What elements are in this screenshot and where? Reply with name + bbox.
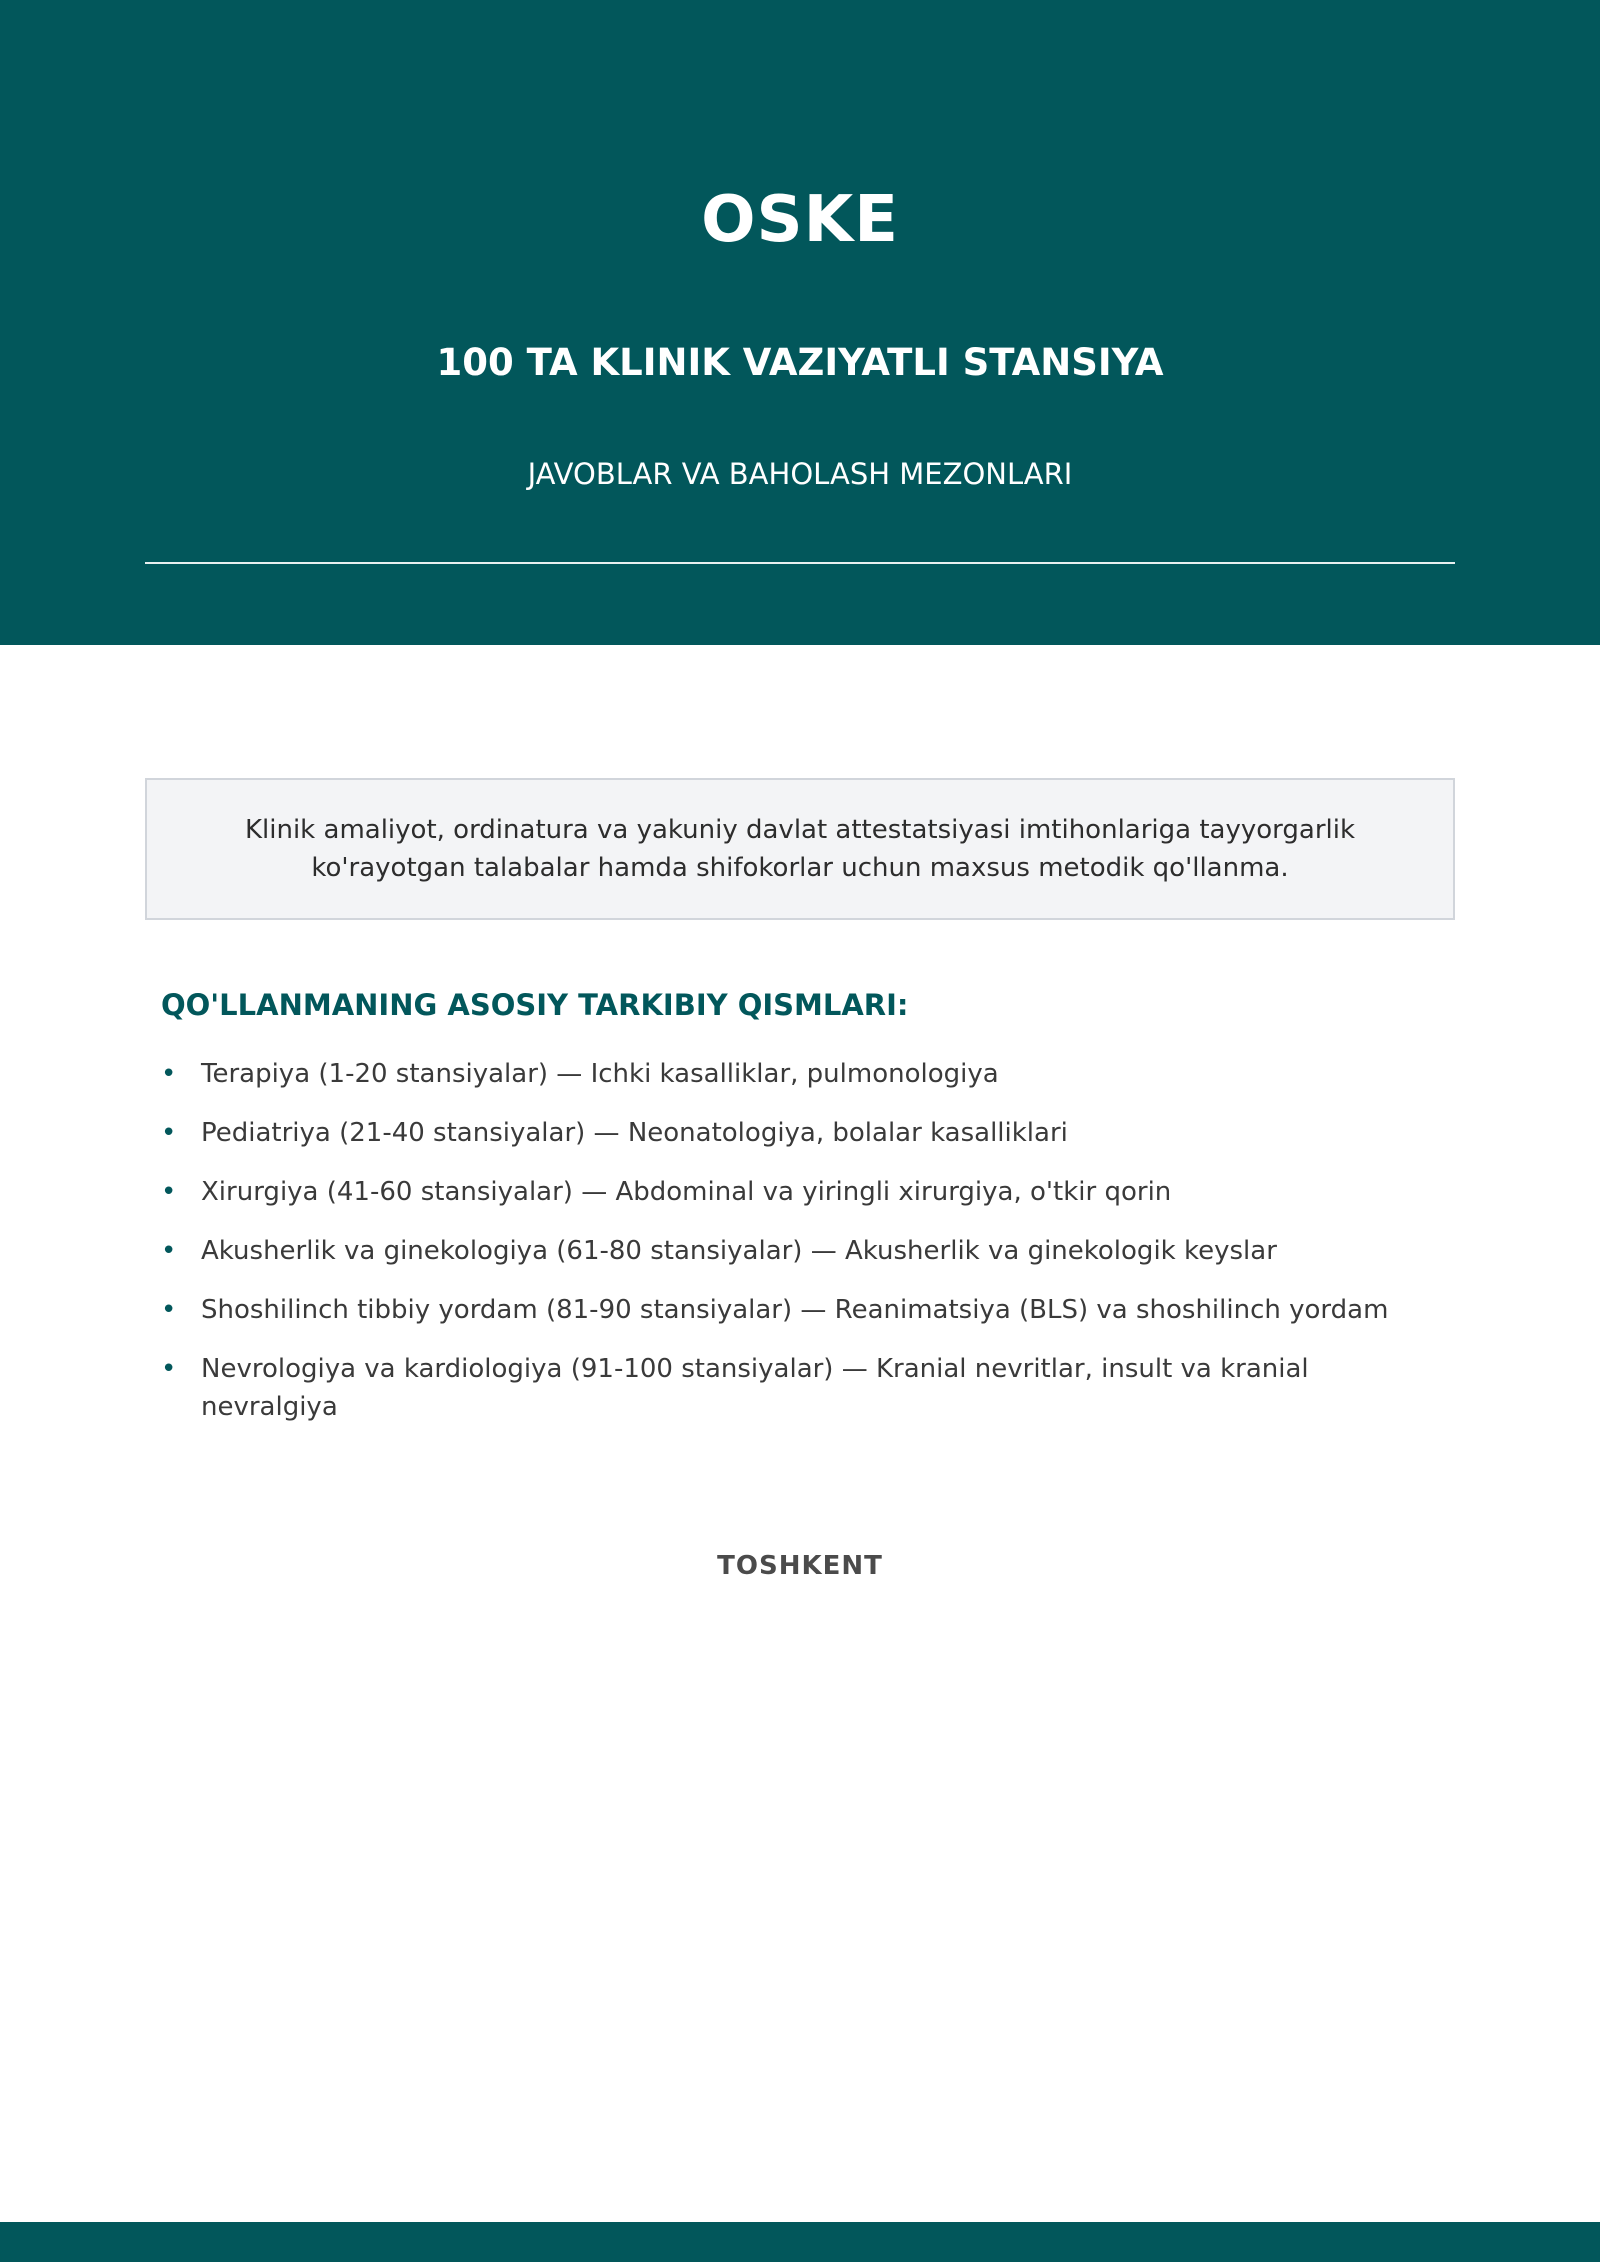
bullet-icon: • (161, 1177, 177, 1207)
list-item (161, 1350, 1451, 1426)
list-item (161, 1114, 1451, 1152)
footer-band (0, 2222, 1600, 2262)
list-item-label: Nevrologiya va kardiologiya (91-100 stansiyalar) — Kranial nevritlar, insult va kranial nevralgiya (201, 1354, 1309, 1422)
bullet-icon: • (161, 1236, 177, 1266)
contents-list (161, 1055, 1451, 1447)
city-label: TOSHKENT (717, 1551, 883, 1581)
list-item (161, 1055, 1451, 1093)
contents-heading: QO'LLANMANING ASOSIY TARKIBIY QISMLARI: (161, 988, 909, 1022)
list-item (161, 1232, 1451, 1270)
intro-text: Klinik amaliyot, ordinatura va yakuniy davlat attestatsiyasi imtihonlariga tayyorgarlik ko'rayotgan talabalar hamda shifokorlar uchun maxsus metodik qo'llanma. (244, 815, 1356, 883)
list-item-label: Akusherlik va ginekologiya (61-80 stansiyalar) — Akusherlik va ginekologik keyslar (201, 1236, 1277, 1266)
bullet-icon: • (161, 1118, 177, 1148)
header-divider (145, 562, 1455, 564)
list-item-label: Xirurgiya (41-60 stansiyalar) — Abdominal va yiringli xirurgiya, o'tkir qorin (201, 1177, 1172, 1207)
list-item-label: Pediatriya (21-40 stansiyalar) — Neonatologiya, bolalar kasalliklari (201, 1118, 1068, 1148)
page-subtitle: 100 TA KLINIK VAZIYATLI STANSIYA (436, 341, 1164, 384)
page-title: OSKE (701, 183, 899, 257)
list-item-label: Shoshilinch tibbiy yordam (81-90 stansiyalar) — Reanimatsiya (BLS) va shoshilinch yordam (201, 1295, 1389, 1325)
bullet-icon: • (161, 1295, 177, 1325)
header-band (0, 0, 1600, 645)
page-tagline: JAVOBLAR VA BAHOLASH MEZONLARI (527, 457, 1073, 491)
intro-box (145, 778, 1455, 920)
list-item (161, 1291, 1451, 1329)
list-item (161, 1173, 1451, 1211)
bullet-icon: • (161, 1059, 177, 1089)
bullet-icon: • (161, 1354, 177, 1384)
list-item-label: Terapiya (1-20 stansiyalar) — Ichki kasalliklar, pulmonologiya (201, 1059, 999, 1089)
